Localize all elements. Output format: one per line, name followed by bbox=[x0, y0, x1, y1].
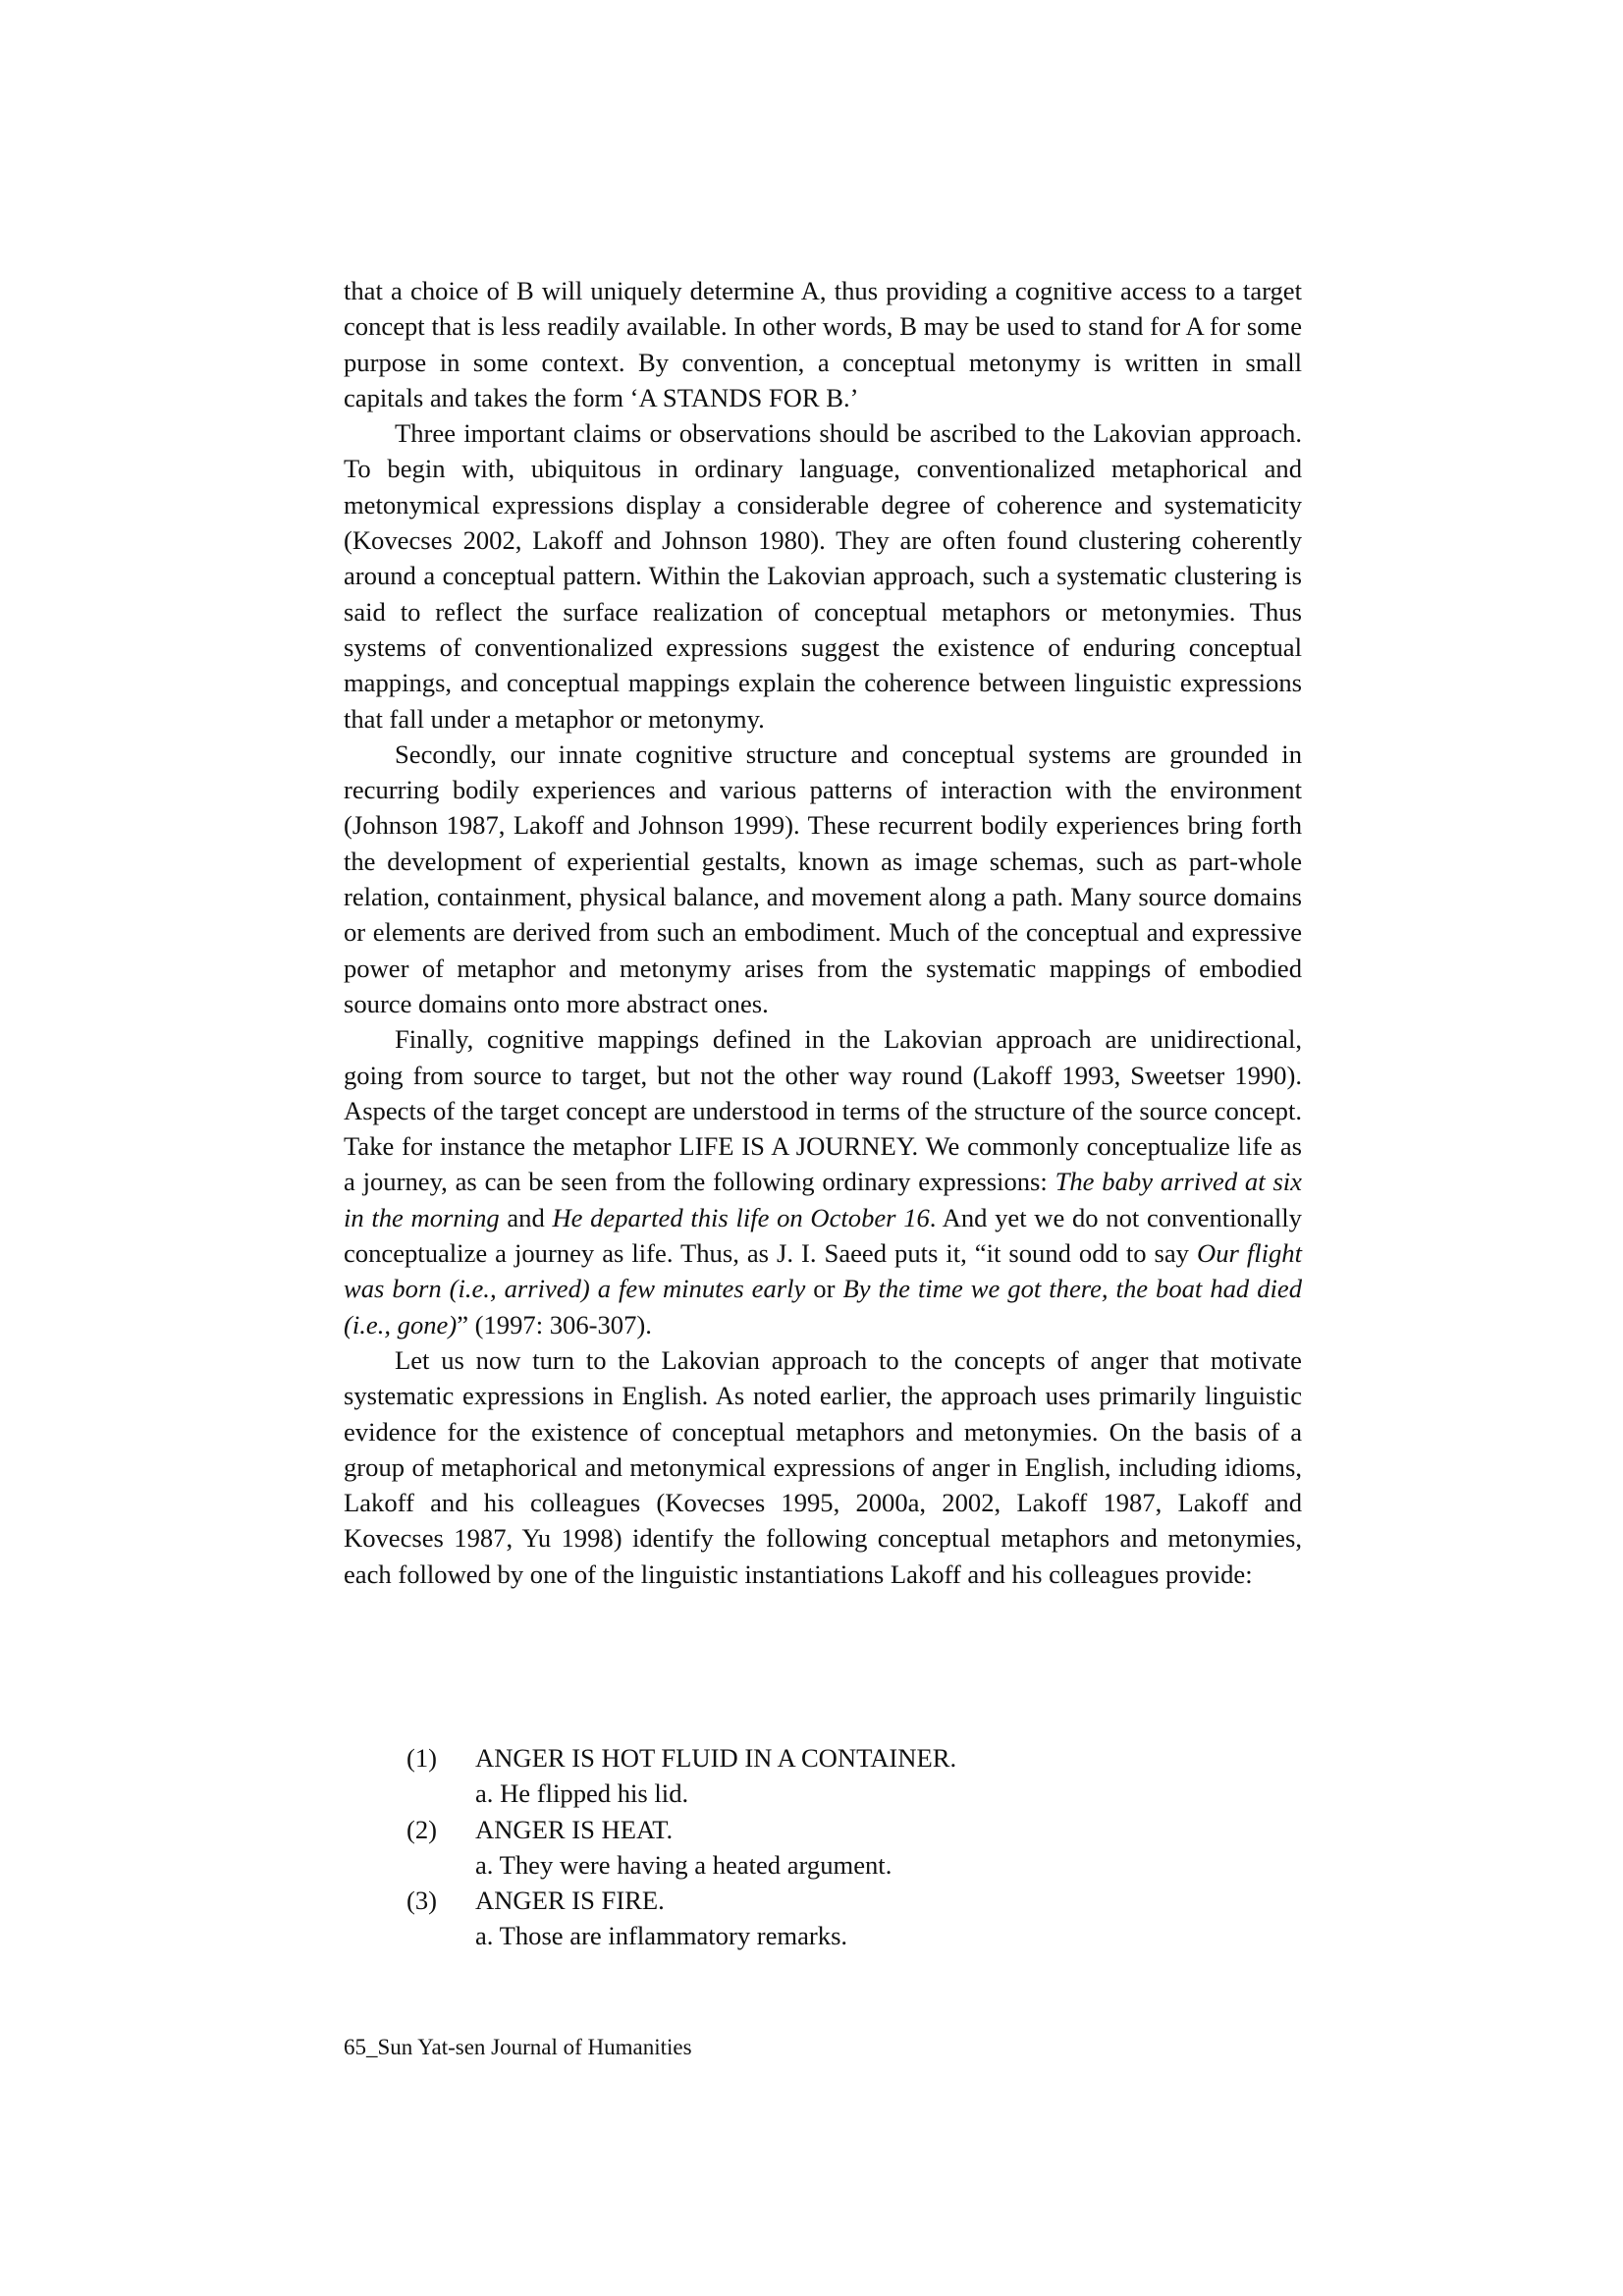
paragraph-text: . And yet we do not conventionally conceptualize a journey as life. Thus, as J. I. Saeed puts it, “it sound odd to say bbox=[344, 1202, 1302, 1269]
paragraph-text: that a choice of B will uniquely determine A, thus providing a cognitive access to a target concept that is less readily available. In other words, B may be used to stand for A for some purpose in some context. By convention, a conceptual metonymy is written in small capitals and takes the form ‘A STANDS FOR B.’ bbox=[344, 276, 1302, 412]
example-instance: a. Those are inflammatory remarks. bbox=[475, 1921, 848, 1951]
paragraph-second-claim bbox=[344, 737, 1302, 1021]
paragraph-final-claim bbox=[344, 1021, 1302, 1342]
paragraph-anger-intro bbox=[344, 1342, 1302, 1592]
example-metaphor: ANGER IS FIRE. bbox=[475, 1886, 665, 1916]
paragraph-text: Secondly, our innate cognitive structure and conceptual systems are grounded in recurring bodily experiences and various patterns of interaction with the environment (Johnson 1987, Lakoff and Johnson 1999). These recurrent bodily experiences bring forth the development of experiential gestalts, known as image schemas, such as part-whole relation, containment, physical balance, and movement along a path. Many source domains or elements are derived from such an embodiment. Much of the conceptual and expressive power of metaphor and metonymy arises from the systematic mappings of embodied source domains onto more abstract ones. bbox=[344, 738, 1302, 1018]
example-instance: a. They were having a heated argument. bbox=[475, 1849, 893, 1880]
paragraph-continuation bbox=[344, 273, 1302, 415]
paragraph-text: Finally, cognitive mappings defined in the Lakovian approach are unidirectional, going from source to target, but not the other way round (Lakoff 1993, Sweetser 1990). Aspects of the target concept are understood in terms of the structure of the source concept. Take for instance the metaphor LIFE IS A JOURNEY. We commonly conceptualize life as a journey, as can be seen from the following ordinary expressions: bbox=[344, 1024, 1302, 1197]
paragraph-text: Let us now turn to the Lakovian approach to the concepts of anger that motivate systematic expressions in English. As noted earlier, the approach uses primarily linguistic evidence for the existence of conceptual metaphors and metonymies. On the basis of a group of metaphorical and metonymical expressions of anger in English, including idioms, Lakoff and his colleagues (Kovecses 1995, 2000a, 2002, Lakoff 1987, Lakoff and Kovecses 1987, Yu 1998) identify the following conceptual metaphors and metonymies, each followed by one of the linguistic instantiations Lakoff and his colleagues provide: bbox=[344, 1344, 1302, 1589]
example-number: (2) bbox=[406, 1814, 438, 1844]
paragraph-text: or bbox=[805, 1274, 843, 1304]
example-metaphor: ANGER IS HEAT. bbox=[475, 1814, 674, 1844]
italic-example-text: By the time we got there, the boat had died (i.e., gone) bbox=[344, 1274, 1302, 1339]
example-number: (3) bbox=[406, 1886, 438, 1916]
page-footer: 65_Sun Yat-sen Journal of Humanities bbox=[344, 2035, 692, 2059]
italic-example-text: He departed this life on October 16 bbox=[552, 1202, 930, 1232]
example-instance: a. He flipped his lid. bbox=[475, 1778, 689, 1809]
example-item bbox=[406, 1740, 1290, 1812]
paragraph-claims-intro bbox=[344, 415, 1302, 737]
example-item bbox=[406, 1883, 1290, 1954]
paragraph-text: and bbox=[499, 1202, 553, 1232]
paragraph-text: ” (1997: 306-307). bbox=[457, 1309, 652, 1339]
italic-example-text: The baby arrived at six in the morning bbox=[344, 1167, 1302, 1232]
example-number: (1) bbox=[406, 1743, 438, 1773]
paragraph-text: Three important claims or observations should be ascribed to the Lakovian approach. To begin with, ubiquitous in ordinary language, conventionalized metaphorical and metonymical expressions display a considerable degree of coherence and systematicity (Kovecses 2002, Lakoff and Johnson 1980). They are often found clustering coherently around a conceptual pattern. Within the Lakovian approach, such a systematic clustering is said to reflect the surface realization of conceptual metaphors or metonymies. Thus systems of conventionalized expressions suggest the existence of enduring conceptual mappings, and conceptual mappings explain the coherence between linguistic expressions that fall under a metaphor or metonymy. bbox=[344, 418, 1302, 734]
example-list bbox=[406, 1740, 1290, 1954]
example-metaphor: ANGER IS HOT FLUID IN A CONTAINER. bbox=[475, 1743, 957, 1773]
body-text bbox=[344, 273, 1302, 1592]
italic-example-text: Our flight was born (i.e., arrived) a few minutes early bbox=[344, 1238, 1302, 1304]
example-item bbox=[406, 1812, 1290, 1884]
